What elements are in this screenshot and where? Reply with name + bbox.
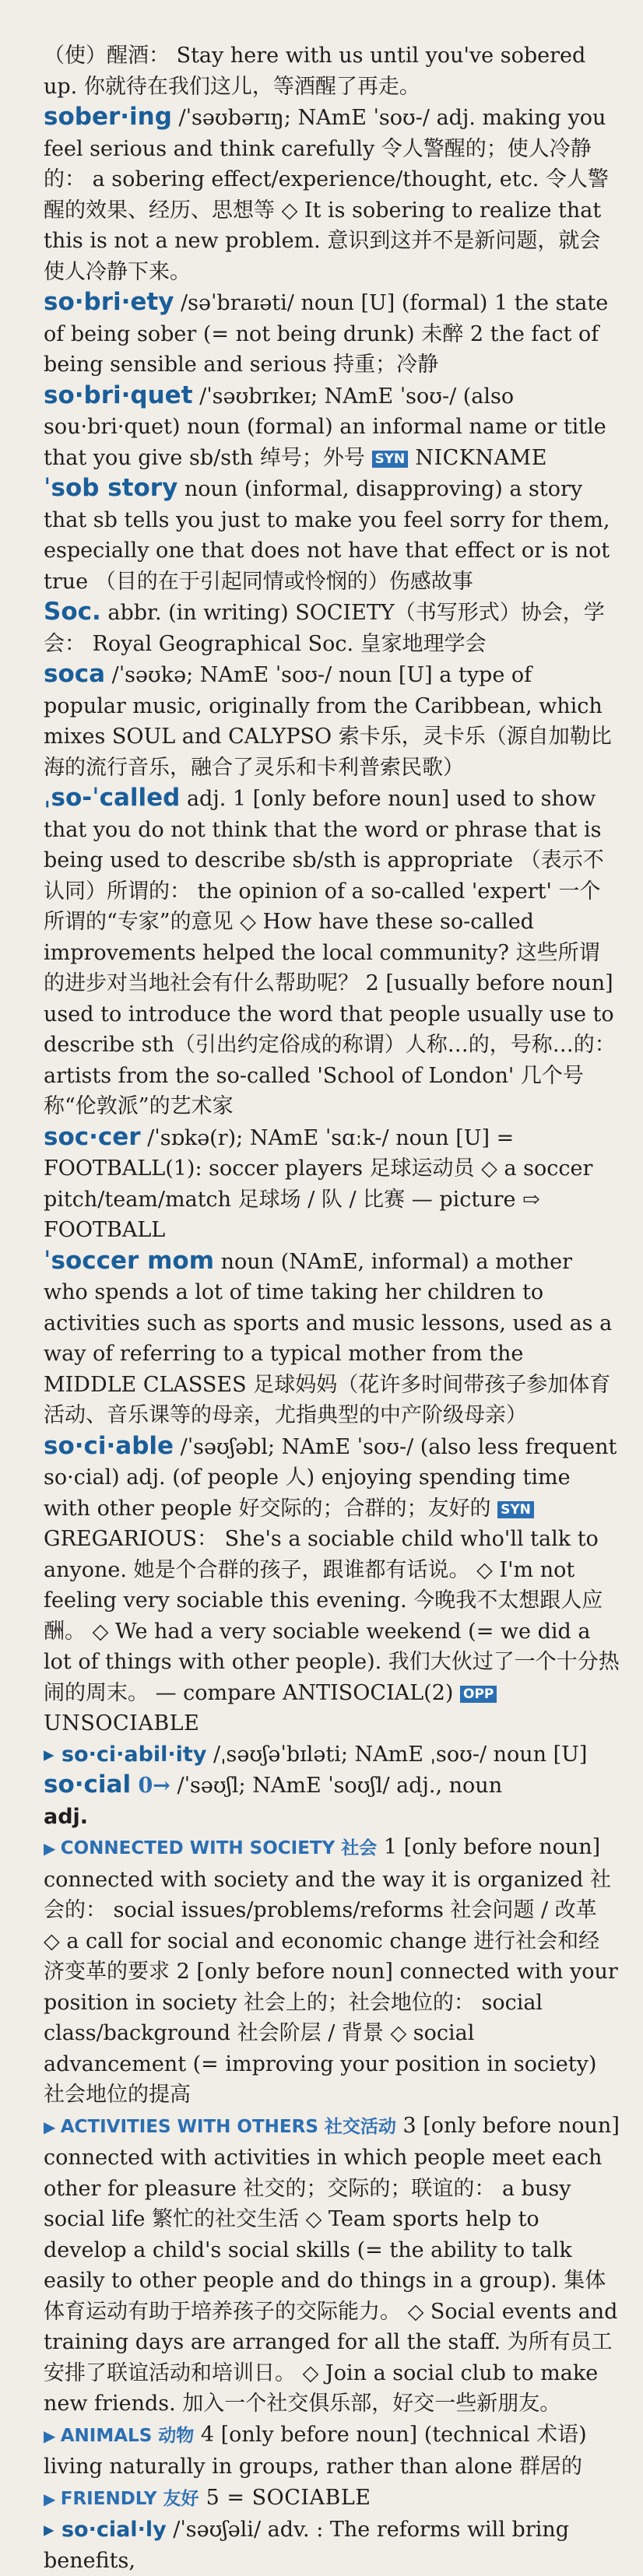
part-of-speech: adj. [44, 1804, 89, 1829]
entry-social-sense1 [44, 1832, 620, 2111]
entry-sobriquet [44, 381, 620, 474]
section-label: ANIMALS 动物 [60, 2425, 195, 2446]
headword: so·cial [44, 1771, 132, 1799]
entry-sociability [44, 1739, 620, 1771]
entry-body: /ˈsəʊʃl; NAmE ˈsoʊʃl/ adj., noun [170, 1774, 503, 1798]
headword: soc·cer [44, 1122, 141, 1151]
entry-body: /səˈbraɪəti/ noun [U] (formal) 1 the state of being sober (= not being drunk) 未醉 2 the fact of being sensible and serious 持重；冷静 [44, 291, 609, 377]
entry-soca [44, 659, 620, 783]
headword: ˌso-ˈcalled [44, 784, 181, 812]
entry-social-sense4 [44, 2420, 620, 2483]
triangle-icon: ▶ [44, 2117, 61, 2136]
entry-body-cont: GREGARIOUS： She's a sociable child who'll talk to anyone. 她是个合群的孩子，跟谁都有话说。 ◇ I'm not feeling very sociable this evening. 今晚我不太想跟人应酬。 ◇ We had a very sociable weekend (= we did a lot of things with other people). 我们大伙过了一个十分热闹的周末。 — compare ANTISOCIAL(2) [44, 1527, 620, 1705]
entry-body: /ˈsəʊkə; NAmE ˈsoʊ-/ noun [U] a type of popular music, originally from the Caribbean, which mixes SOUL and CALYPSO 索卡乐，灵卡乐（源自加勒比海的流行音乐，融合了灵乐和卡利普索民歌） [44, 663, 612, 780]
triangle-icon: ▶ [44, 2489, 61, 2508]
entry-body: /ˌsəʊʃəˈbɪləti; NAmE ˌsoʊ-/ noun [U] [206, 1742, 588, 1767]
entry-body: 1 [only before noun] connected with society and the way it is organized 社会的： social issues/problems/reforms 社会问题 / 改革 ◇ a call for social and economic change 进行社会和经济变革的要求 2 [only before noun] connected with your position in society 社会上的；社会地位的： social class/background 社会阶层 / 背景 ◇ social advancement (= improving your position in society) 社会地位的提高 [44, 1835, 618, 2107]
entry-social [44, 1770, 620, 1832]
syn-tag: SYN [372, 451, 409, 468]
headword: sober·ing [44, 103, 172, 131]
entry-sobriety [44, 287, 620, 381]
entry-body: 4 [only before noun] (technical 术语) living naturally in groups, rather than alone 群居的 [44, 2422, 587, 2479]
entry-socially [44, 2515, 620, 2576]
headword: ˈsoccer mom [44, 1246, 214, 1275]
entry-so-called [44, 783, 620, 1122]
headword: so·ci·able [44, 1431, 174, 1460]
entry-sober-up [44, 40, 620, 102]
headword: soca [44, 660, 106, 688]
entry-soccer [44, 1122, 620, 1246]
headword: so·bri·ety [44, 288, 174, 316]
entry-social-sense5 [44, 2483, 620, 2515]
triangle-icon: ▶ [44, 1839, 61, 1858]
entry-body: /ˈsɒkə(r); NAmE ˈsɑːk-/ noun [U] = FOOTBALL(1): soccer players 足球运动员 ◇ a soccer pitch/team/match 足球场 / 队 / 比赛 — picture ⇨ FOOTBALL [44, 1125, 593, 1242]
entry-text: （使）醒酒： Stay here with us until you've sobered up. 你就待在我们这儿，等酒醒了再走。 [44, 44, 586, 99]
headword: ˈsob story [44, 474, 178, 502]
syn-tag: SYN [497, 1501, 534, 1518]
entry-soccer-mom [44, 1246, 620, 1431]
derived-headword: ▸ so·cial·ly [44, 2518, 167, 2542]
entry-body: adj. 1 [only before noun] used to show that you do not think that the word or phrase that is being used to describe sb/sth is appropriate （表示不认同）所谓的： the opinion of a so-called 'expert' 一个所谓的“专家”的意见 ◇ How have these so-called improvements helped the local community? 这些所谓的进步对当地社会有什么帮助呢？ 2 [usually before noun] used to introduce the word that people usually use to describe sth（引出约定俗成的称谓）人称…的，号称…的： artists from the so-called 'School of London' 几个号称“伦敦派”的艺术家 [44, 787, 616, 1118]
synonym: NICKNAME [408, 445, 547, 470]
entry-sobering [44, 102, 620, 287]
triangle-icon: ▶ [44, 2426, 61, 2445]
entry-body: /ˈsəʊʃəli/ adv. : The reforms will bring benefits, [44, 2518, 570, 2573]
entry-body: noun (informal, disapproving) a story that sb tells you just to make you feel sorry for them, especially one that does not have that effect or is not true （目的在于引起同情或怜悯的）伤感故事 [44, 477, 610, 594]
entry-body: 3 [only before noun] connected with activities in which people meet each other for pleasure 社交的；交际的；联谊的： a busy social life 繁忙的社交生活 ◇ Team sports help to develop a child's social skills (= the ability to talk easily to other people and do things in a group). 集体体育运动有助于培养孩子的交际能力。 ◇ Social events and training days are arranged for all the staff. 为所有员工安排了联谊活动和培训日。 ◇ Join a social club to make new friends. 加入一个社交俱乐部，好交一些新朋友。 [44, 2113, 620, 2416]
entry-body: noun (NAmE, informal) a mother who spends a lot of time taking her children to activities such as sports and music lessons, used as a way of referring to a typical mother from the MIDDLE CLASSES 足球妈妈（花许多时间带孩子参加体育活动、音乐课等的母亲，尤指典型的中产阶级母亲） [44, 1249, 613, 1427]
entry-body: 5 = SOCIABLE [199, 2485, 371, 2510]
opp-tag: OPP [460, 1686, 497, 1703]
entry-sociable [44, 1431, 620, 1739]
entry-sob-story [44, 473, 620, 597]
section-label: CONNECTED WITH SOCIETY 社会 [60, 1838, 378, 1858]
entry-body: /ˈsəʊbrɪkeɪ; NAmE ˈsoʊ-/ (also sou·bri·quet) noun (formal) an informal name or title that you give sb/sth 绰号；外号 [44, 384, 606, 470]
entry-social-sense3 [44, 2111, 620, 2420]
entry-body: abbr. (in writing) SOCIETY（书写形式）协会，学会： Royal Geographical Soc. 皇家地理学会 [44, 601, 605, 656]
antonym: UNSOCIABLE [44, 1711, 200, 1735]
headword: so·bri·quet [44, 381, 193, 409]
section-label: ACTIVITIES WITH OTHERS 社交活动 [60, 2116, 396, 2137]
entry-soc [44, 597, 620, 659]
key-icon: 0→ [131, 1774, 170, 1798]
entry-body: /ˈsəʊʃəbl; NAmE ˈsoʊ-/ (also less frequent so·cial) adj. (of people 人) enjoying spending time with other people 好交际的；合群的；友好的 [44, 1434, 617, 1521]
headword: Soc. [44, 598, 101, 626]
derived-headword: ▸ so·ci·abil·ity [44, 1742, 207, 1767]
entry-body: /ˈsəʊbərɪŋ; NAmE ˈsoʊ-/ adj. making you feel serious and think carefully 令人警醒的；使人冷静的： a sobering effect/experience/thought, etc. 令人警醒的效果、经历、思想等 ◇ It is sobering to realize that this is not a new problem. 意识到这并不是新问题，就会使人冷静下来。 [44, 106, 609, 284]
section-label: FRIENDLY 友好 [60, 2488, 199, 2509]
